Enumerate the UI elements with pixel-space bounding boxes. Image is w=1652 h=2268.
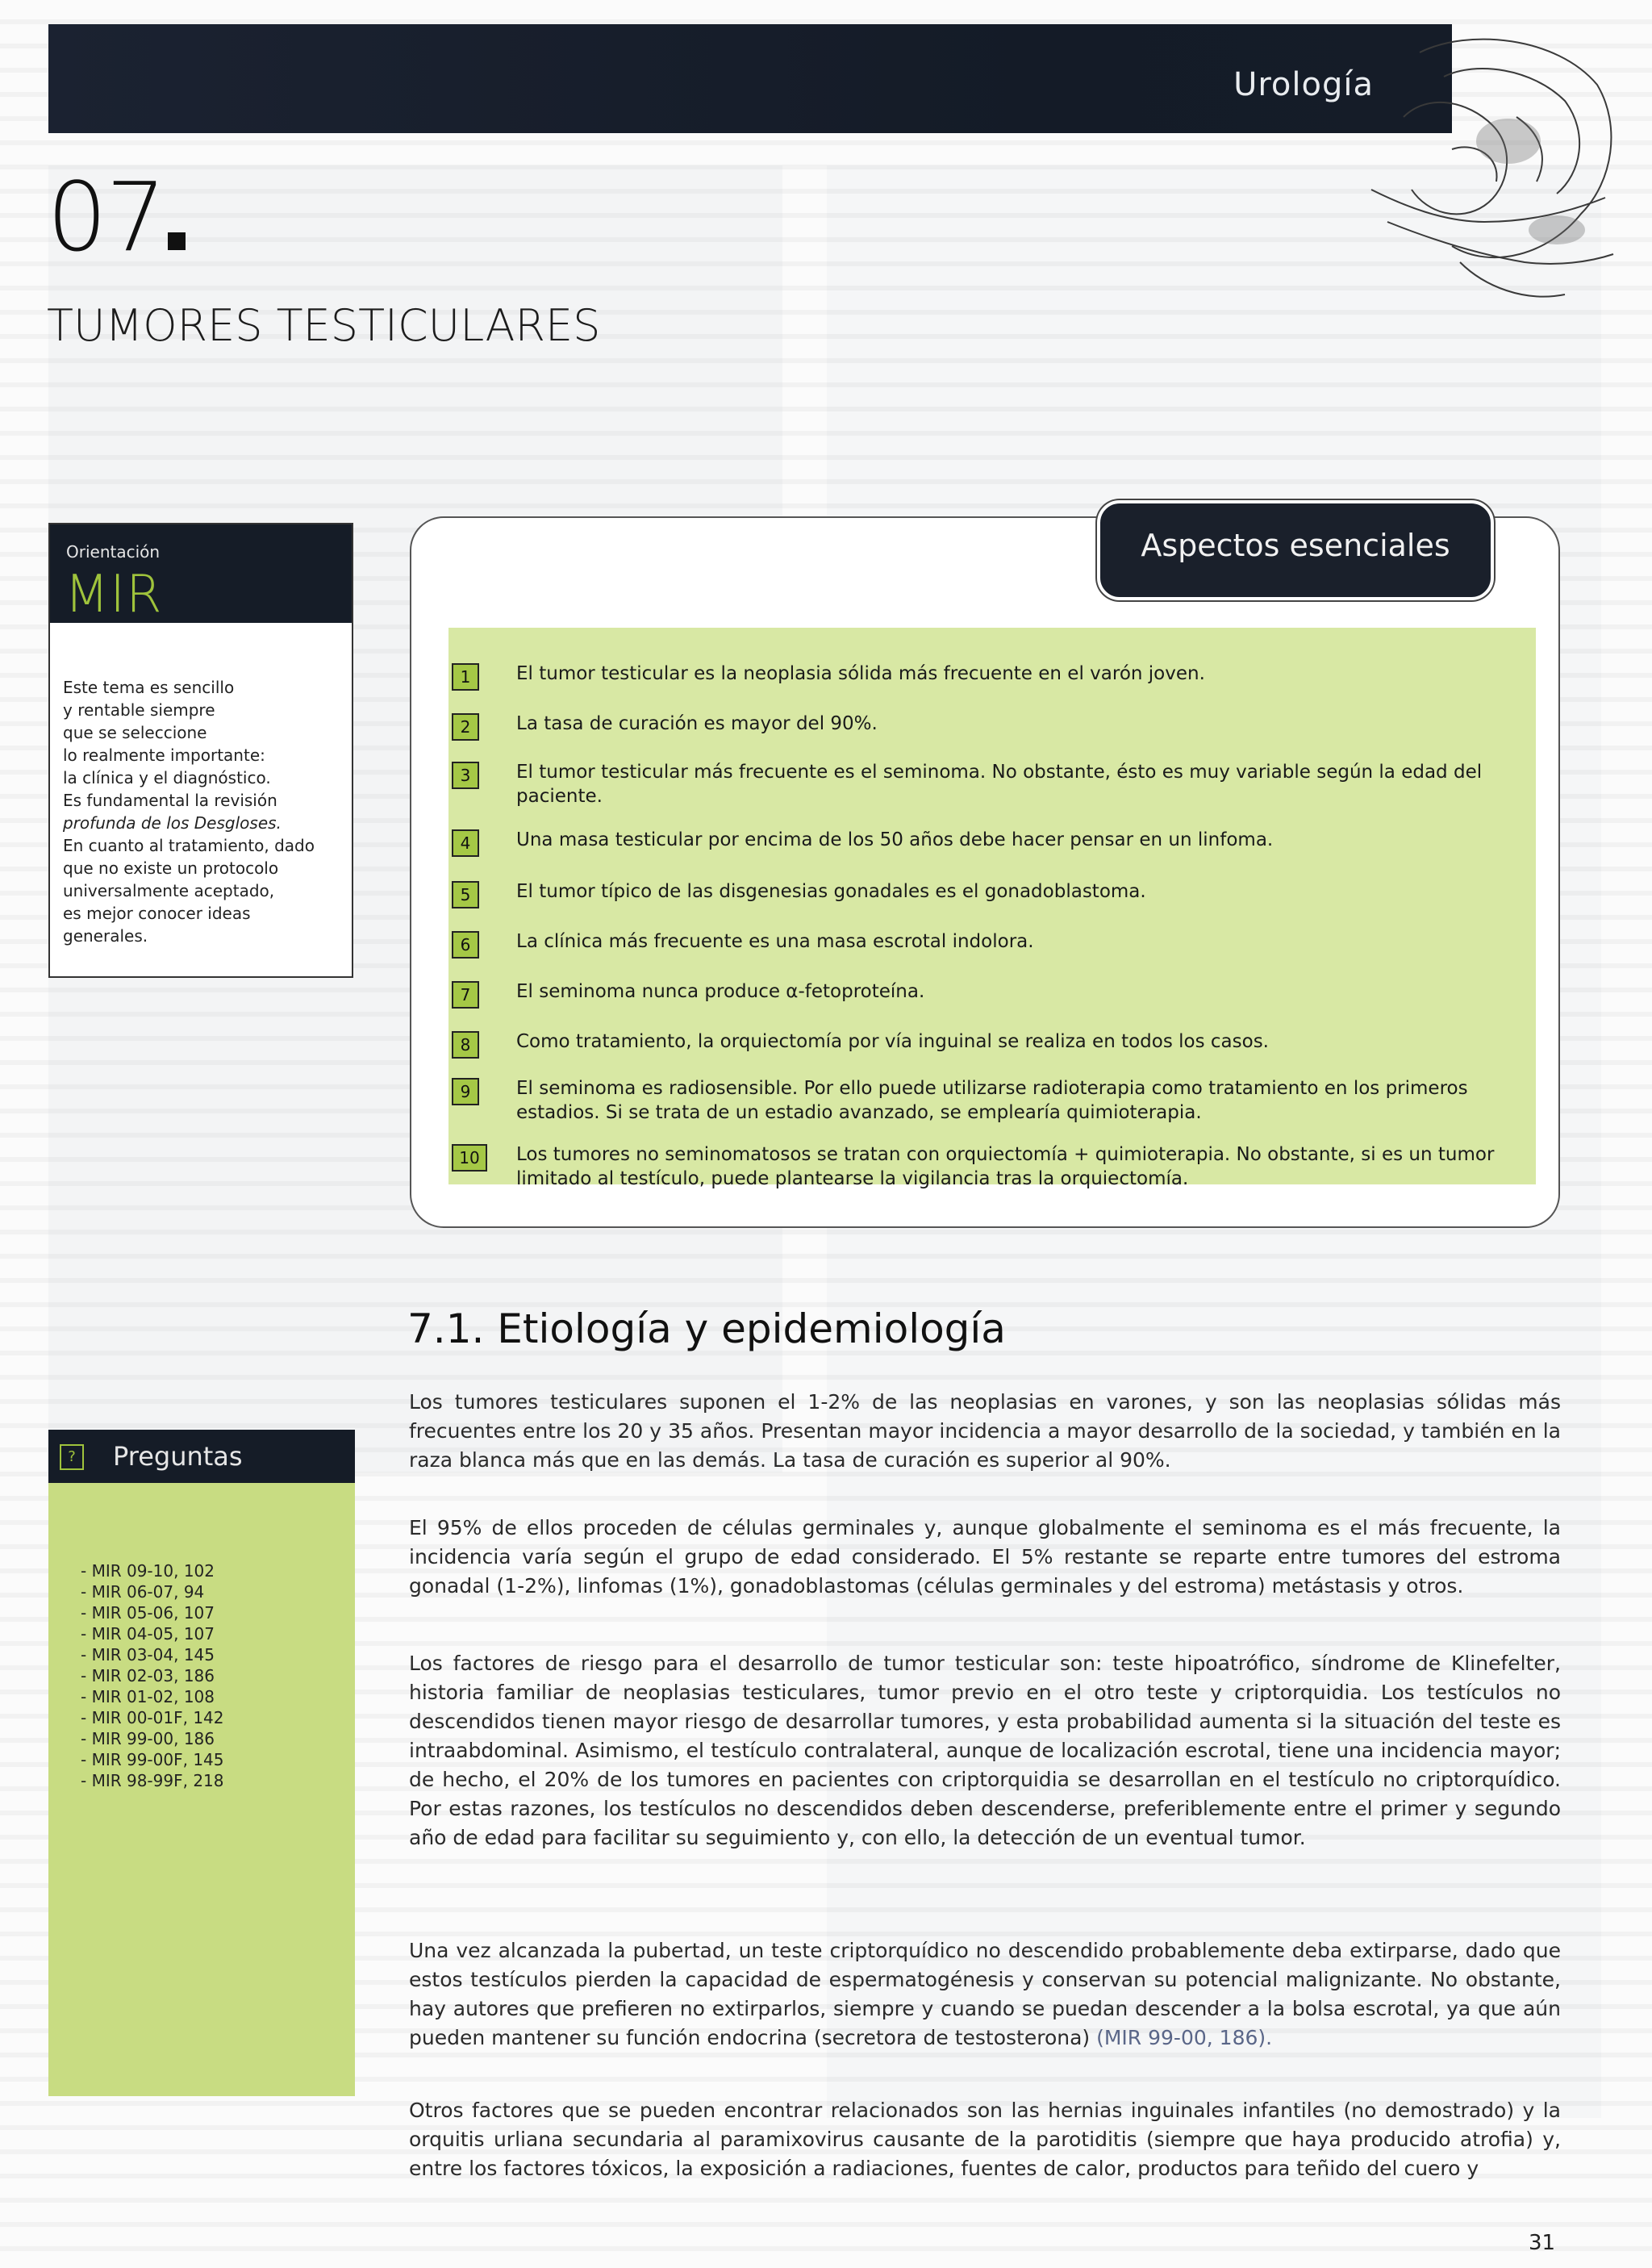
body-paragraph: Otros factores que se pueden encontrar relacionados son las hernias inguinales infantiles (no demostrado) y la orquitis urliana secundaria al paramixovirus causante de la parotiditis (siempre que haya producido atrofia) y, entre los factores tóxicos, la exposición a radiaciones, fuentes de calor, productos para teñido del cuero y [409, 2099, 1561, 2180]
pregunta-item: - MIR 04-05, 107 [81, 1624, 215, 1644]
orientation-line: En cuanto al tratamiento, dado [63, 836, 315, 855]
aspecto-number: 3 [452, 762, 479, 789]
pregunta-item: - MIR 99-00F, 145 [81, 1750, 224, 1769]
aspecto-text: El tumor típico de las disgenesias gonadales es el gonadoblastoma. [516, 881, 1146, 902]
page-number: 31 [1529, 2231, 1556, 2255]
aspecto-number: 9 [452, 1078, 479, 1105]
aspecto-text: La clínica más frecuente es una masa escrotal indolora. [516, 931, 1034, 952]
aspecto-text: Los tumores no seminomatosos se tratan con orquiectomía + quimioterapia. No obstante, si es un tumor limitado al testículo, puede plantearse la vigilancia tras la orquiectomía. [516, 1144, 1495, 1189]
orientation-line: y rentable siempre [63, 700, 215, 720]
mir-reference: (MIR 99-00, 186). [1096, 2026, 1273, 2049]
orientation-line: lo realmente importante: [63, 746, 265, 765]
aspecto-text: El seminoma nunca produce α-fetoproteína. [516, 981, 925, 1002]
chapter-title: TUMORES TESTICULARES [47, 300, 601, 351]
pregunta-item: - MIR 06-07, 94 [81, 1582, 205, 1602]
aspecto-text: El tumor testicular es la neoplasia sólida más frecuente en el varón joven. [516, 663, 1205, 684]
header-title: Urología [1233, 66, 1374, 103]
aspecto-text: El tumor testicular más frecuente es el seminoma. No obstante, ésto es muy variable según la edad del paciente. [516, 762, 1483, 807]
pregunta-item: - MIR 09-10, 102 [81, 1561, 215, 1581]
body-paragraph: Los tumores testiculares suponen el 1-2% de las neoplasias en varones, y son las neoplasias sólidas más frecuentes entre los 20 y 35 años. Presentan mayor incidencia a mayor desarrollo de la sociedad, y también en la raza blanca más que en las demás. La tasa de curación es superior al 90%. [409, 1390, 1561, 1472]
aspecto-number: 4 [452, 829, 479, 857]
pregunta-item: - MIR 98-99F, 218 [81, 1771, 224, 1790]
body-paragraph: El 95% de ellos proceden de células germinales y, aunque globalmente el seminoma es el más frecuente, la incidencia varía según el grupo de edad considerado. El 5% restante se reparte entre tumores del estroma gonadal (1-2%), linfomas (1%), gonadoblastomas (células germinales y del estroma) metástasis y otros. [409, 1516, 1561, 1598]
question-icon: ? [60, 1444, 84, 1470]
aspecto-text: La tasa de curación es mayor del 90%. [516, 713, 878, 734]
orientation-label: Orientación [66, 542, 161, 562]
body-paragraph: Los factores de riesgo para el desarrollo de tumor testicular son: teste hipoatrófico, síndrome de Klinefelter, historia familiar de neoplasias testiculares, tumor previo en el otro teste y criptorquidia. Los testículos no descendidos tienen mayor riesgo de desarrollar tumores, y esta probabilidad aumenta si la situación del teste es intraabdominal. Asimismo, el testículo contralateral, aunque de localización escrotal, tiene una incidencia mayor; de hecho, el 20% de los tumores en pacientes con criptorquidia se desarrollan en el testículo no criptorquídico. Por estas razones, los testículos no descendidos deben descenderse, preferiblemente entre el primer y segundo año de edad para facilitar su seguimiento y, con ello, la detección de un eventual tumor. [409, 1652, 1561, 1849]
aspecto-number: 6 [452, 931, 479, 959]
pregunta-item: - MIR 05-06, 107 [81, 1603, 215, 1623]
orientation-line: que no existe un protocolo [63, 858, 279, 878]
orientation-line: la clínica y el diagnóstico. [63, 768, 271, 787]
preguntas-header [48, 1430, 355, 1483]
section-heading: 7.1. Etiología y epidemiología [407, 1305, 1006, 1352]
pregunta-item: - MIR 01-02, 108 [81, 1687, 215, 1706]
preguntas-list [48, 1483, 355, 2096]
aspectos-title: Aspectos esenciales [1141, 528, 1450, 563]
aspecto-number: 10 [452, 1144, 487, 1172]
orientation-text [63, 676, 337, 947]
orientation-line: Este tema es sencillo [63, 678, 235, 697]
aspecto-number: 8 [452, 1031, 479, 1059]
orientation-line: profunda de los Desgloses. [63, 813, 282, 833]
aspecto-text: Como tratamiento, la orquiectomía por vía inguinal se realiza en todos los casos. [516, 1031, 1269, 1052]
orientation-line: generales. [63, 926, 148, 946]
pregunta-item: - MIR 00-01F, 142 [81, 1708, 224, 1727]
pregunta-item: - MIR 03-04, 145 [81, 1645, 215, 1664]
orientation-line: es mejor conocer ideas [63, 904, 251, 923]
body-paragraph-text: Una vez alcanzada la pubertad, un teste criptorquídico no descendido probablemente deba extirparse, dado que estos testículos pierden la capacidad de espermatogénesis y conservan su potencial malignizante. No obstante, hay autores que prefieren no extirparlos, siempre y cuando se puedan descender a la bolsa escrotal, ya que aún pueden mantener su función endocrina (secretora de testosterona) [409, 1939, 1561, 2049]
orientation-line: universalmente aceptado, [63, 881, 275, 900]
preguntas-title: Preguntas [113, 1441, 243, 1472]
pregunta-item: - MIR 99-00, 186 [81, 1729, 215, 1748]
aspecto-number: 2 [452, 713, 479, 741]
anatomy-illustration-icon [1355, 20, 1621, 319]
aspecto-text: Una masa testicular por encima de los 50 años debe hacer pensar en un linfoma. [516, 829, 1274, 850]
pregunta-item: - MIR 02-03, 186 [81, 1666, 215, 1685]
aspecto-number: 5 [452, 881, 479, 908]
aspecto-number: 1 [452, 663, 479, 691]
aspecto-text: El seminoma es radiosensible. Por ello puede utilizarse radioterapia como tratamiento en los primeros estadios. Si se trata de un estadio avanzado, se emplearía quimioterapia. [516, 1078, 1468, 1123]
body-paragraph [409, 1936, 1561, 2053]
orientation-line: Es fundamental la revisión [63, 791, 277, 810]
aspecto-number: 7 [452, 981, 479, 1009]
orientation-brand: MIR [65, 565, 163, 624]
chapter-number: 07 [47, 169, 186, 265]
orientation-line: que se seleccione [63, 723, 207, 742]
orientation-header [50, 524, 352, 623]
aspectos-title-pill [1097, 500, 1494, 600]
